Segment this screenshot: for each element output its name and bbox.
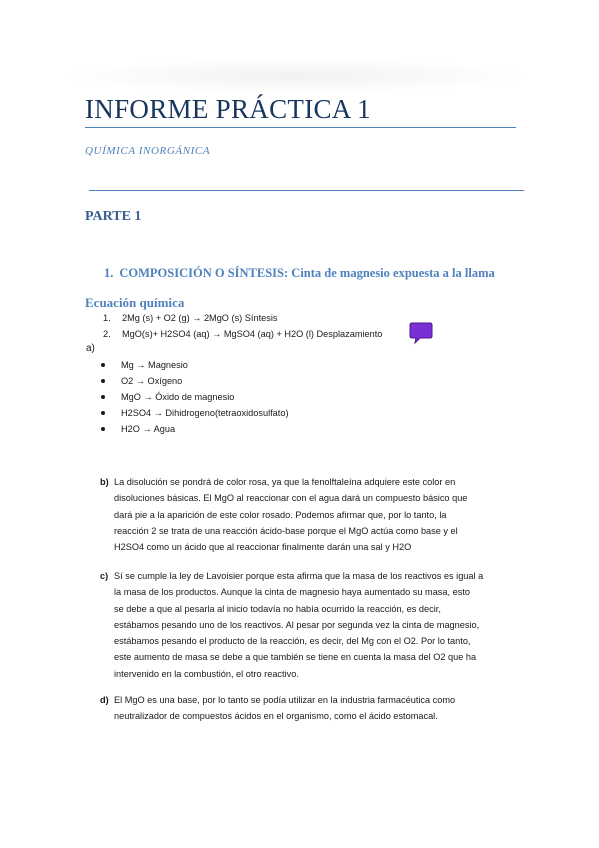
paragraph-label: d) — [100, 695, 109, 705]
section-number: 1. — [104, 266, 114, 280]
paragraph-line: estábamos pesando el producto de la reacción, es decir, del Mg con el O2. Por lo tanto, — [114, 636, 471, 647]
list-item-text: MgO → Óxido de magnesio — [121, 392, 235, 402]
list-item-text: H2SO4 → Dihidrogeno(tetraoxidosulfato) — [121, 408, 289, 418]
comment-bubble-icon[interactable] — [409, 321, 433, 345]
equation-number: 2. — [103, 329, 111, 339]
paragraph-line: la masa de los productos. Aunque la cinta de magnesio haya aumentado su masa, esto — [114, 587, 470, 598]
paragraph-line: reacción 2 se trata de una reacción ácido-base porque el MgO actúa como base y el — [114, 525, 458, 536]
bullet-icon — [101, 411, 105, 415]
paragraph-line: Sí se cumple la ley de Lavoisier porque esta afirma que la masa de los reactivos es igual a — [114, 571, 484, 581]
paragraph-line: H2SO4 como un ácido que al reaccionar finalmente darán una sal y H2O — [114, 542, 412, 553]
list-item-text: H2O → Agua — [121, 424, 176, 434]
title-underline — [85, 127, 516, 128]
equation-number: 1. — [103, 313, 111, 323]
document-title: INFORME PRÁCTICA 1 — [85, 94, 371, 124]
paragraph-label: b) — [100, 477, 109, 487]
equation-text: 2Mg (s) + O2 (g) → 2MgO (s) Síntesis — [122, 313, 278, 323]
paragraph-line: estábamos pesando uno de los reactivos. Al pesar por segunda vez la cinta de magnesio, — [114, 619, 480, 630]
paragraph-line: neutralizador de compuestos ácidos en el organismo, como el ácido estomacal. — [114, 711, 438, 722]
paragraph-line: disoluciones básicas. El MgO al reaccionar con el agua dará un compuesto básico que — [114, 493, 468, 504]
bullet-icon — [101, 395, 105, 399]
paragraph-body — [114, 474, 467, 555]
paragraph-line: El MgO es una base, por lo tanto se podía utilizar en la industria farmacéutica como — [114, 695, 456, 705]
item-a-label: a) — [86, 343, 95, 354]
bullet-icon — [101, 379, 105, 383]
paragraph-line: dará pie a la aparición de este color rosado. Podemos afirmar que, por lo tanto, la — [114, 509, 447, 520]
section-heading — [104, 266, 495, 281]
equation-heading: Ecuación química — [85, 295, 185, 310]
list-item-text: Mg → Magnesio — [121, 360, 188, 370]
scan-smudge — [60, 58, 530, 94]
section-title: COMPOSICIÓN O SÍNTESIS: Cinta de magnesio expuesta a la llama — [119, 266, 495, 280]
paragraph-line: este aumento de masa se debe a que también se tiene en cuenta la masa del O2 que ha — [114, 652, 477, 663]
paragraph-body — [114, 568, 483, 682]
bullet-icon — [101, 427, 105, 431]
paragraph-line: intervenido en la combustión, el otro reactivo. — [114, 668, 299, 679]
bullet-icon — [101, 363, 105, 367]
section-divider — [89, 190, 524, 191]
document-subtitle: QUÍMICA INORGÁNICA — [85, 145, 211, 157]
paragraph-line: La disolución se pondrá de color rosa, ya que la fenolftaleína adquiere este color en — [114, 477, 456, 487]
list-item-text: O2 → Oxígeno — [121, 376, 183, 386]
paragraph-line: se debe a que al pesarla al inicio todavía no había ocurrido la reacción, es decir, — [114, 603, 441, 614]
paragraph-label: c) — [100, 571, 109, 581]
equation-text: MgO(s)+ H2SO4 (aq) → MgSO4 (aq) + H2O (l) Desplazamiento — [122, 329, 383, 339]
part-heading: PARTE 1 — [85, 209, 142, 224]
paragraph-body — [114, 692, 455, 725]
